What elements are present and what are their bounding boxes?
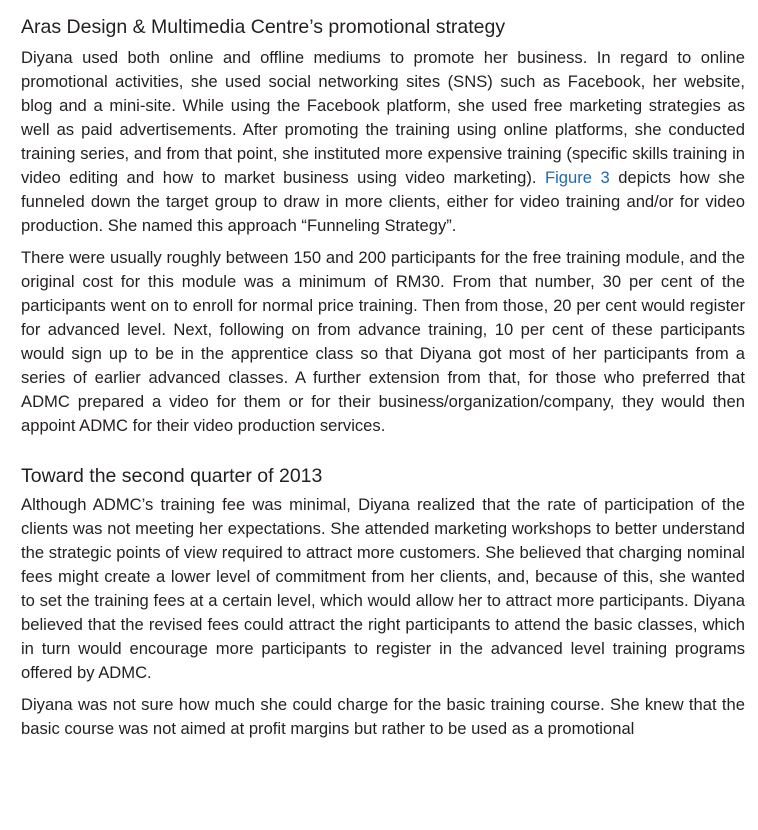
paragraph-participants: There were usually roughly between 150 and 200 participants for the free training module, and the original cost for this module was a minimum of RM30. From that number, 30 per cent of the participants went on to enroll for normal price training. Then from those, 20 per cent would register for advanced level. Next, following on from advance training, 10 per cent of these participants would sign up to be in the apprentice class so that Diyana got most of her participants from a series of earlier advanced classes. A further extension from that, for those who preferred that ADMC prepared a video for them or for their business/organization/company, they would then appoint ADMC for their video production services. xyxy=(21,248,745,435)
section-heading-promotional-strategy: Aras Design & Multimedia Centre’s promotional strategy xyxy=(21,16,506,38)
paragraph-training-fee: Although ADMC’s training fee was minimal, Diyana realized that the rate of participation of the clients was not meeting her expectations. She attended marketing workshops to better understand the strategic points of view required to attract more customers. She believed that charging nominal fees might create a lower level of commitment from her clients, and, because of this, she wanted to set the training fees at a certain level, which would allow her to attract more participants. Diyana believed that the revised fees could attract the right participants to attend the basic classes, which in turn would encourage more participants to register in the advanced level training programs offered by ADMC. xyxy=(21,495,745,682)
section-heading-second-quarter: Toward the second quarter of 2013 xyxy=(21,465,323,487)
paragraph-text: depicts how she funneled down the target group to draw in more clients, either for video training and/or for video production. She named this approach “Funneling Strategy”. xyxy=(21,168,746,235)
paragraph-basic-course-charge: Diyana was not sure how much she could charge for the basic training course. She knew that the basic course was not aimed at profit margins but rather to be used as a promotional xyxy=(21,695,745,738)
paragraph-online-promotion xyxy=(21,46,745,238)
figure-3-link[interactable]: Figure 3 xyxy=(544,168,610,187)
paragraph-text: Diyana used both online and offline mediums to promote her business. In regard to online promotional activities, she used social networking sites (SNS) such as Facebook, her website, blog and a mini-site. While using the Facebook platform, she used free marketing strategies as well as paid advertisements. After promoting the training using online platforms, she conducted training series, and from that point, she instituted more expensive training (specific skills training in video editing and how to market business using video marketing). xyxy=(21,48,745,187)
